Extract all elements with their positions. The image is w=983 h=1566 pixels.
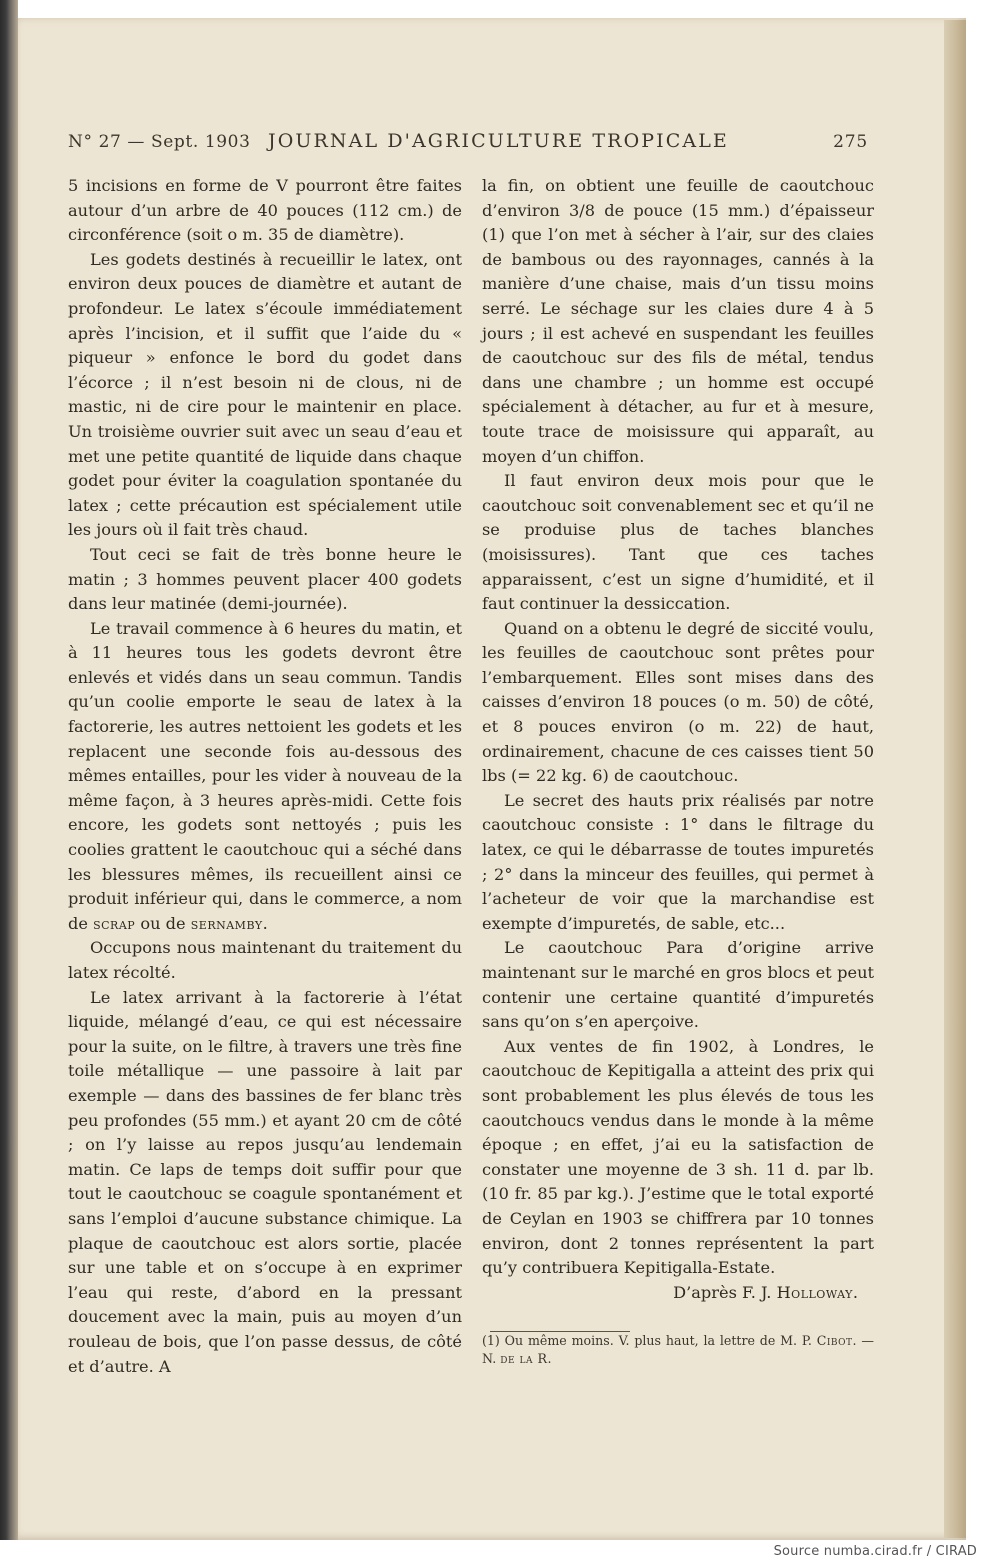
paragraph: Aux ventes de fin 1902, à Londres, le caoutchouc de Kepitigalla a atteint des prix qui sont probablement les plus élevés de tous les caoutchoucs vendus dans le monde à la même époque ; en effet, j’ai eu la satisfaction de constater une moyenne de 3 sh. 11 d. par lb. (10 fr. 85 par kg.). J’estime que le total exporté de Ceylan en 1903 se chiffrera par 10 tonnes environ, dont 2 tonnes représentent la part qu’y contribuera Kepitigalla-Estate.: [482, 1036, 874, 1278]
term-sernamby: sernamby: [190, 913, 263, 933]
book-spine: [0, 0, 18, 1540]
source-credit: Source numba.cirad.fr / CIRAD: [773, 1544, 977, 1559]
signature-prefix: D’après F. J.: [673, 1282, 777, 1302]
paragraph: Le latex arrivant à la factorerie à l’état liquide, mélangé d’eau, ce qui est nécessaire pour la suite, on le filtre, à travers une très fine toile métallique — une passoire à lait par exemple — dans des bassines de fer blanc très peu profondes (55 mm.) et ayant 20 cm de côté ; on l’y laisse au repos jusqu’au lendemain matin. Ce laps de temps doit suffir pour que tout le caoutchouc se coagule spontanément et sans l’emploi d’aucune substance chimique. La plaque de caoutchouc est alors sortie, placée sur une table et on s’occupe à en exprimer l’eau qui reste, d’abord en la pressant doucement avec la main, puis au moyen d’un rouleau de bois, que l’on passe dessus, de côté et d’autre. A: [68, 987, 462, 1376]
issue-number: N° 27 — Sept. 1903: [68, 132, 251, 152]
page-edge: [944, 20, 966, 1538]
author-name: Holloway: [776, 1282, 853, 1302]
footnote-dash: . — N.: [482, 1333, 874, 1367]
period: .: [262, 913, 268, 933]
paragraph: la fin, on obtient une feuille de caoutchouc d’environ 3/8 de pouce (15 mm.) d’épaisseur (1) que l’on met à sécher à l’air, sur des claies de bambous ou des rayonnages, cannés à la manière d’une chaise, mais d’un tissu moins serré. Le séchage sur les claies dure 4 à 5 jours ; il est achevé en suspendant les feuilles de caoutchouc sur des fils de métal, tendus dans une chambre ; un homme est occupé spécialement à détacher, au fur et à mesure, toute trace de moisissure qui apparaît, au moyen d’un chiffon.: [482, 176, 874, 466]
page-number: 275: [833, 132, 868, 152]
paragraph: Il faut environ deux mois pour que le caoutchouc soit convenablement sec et qu’il ne se produise plus de taches blanches (moisissures). Tant que ces taches apparaissent, c’est un signe d’humidité, et il faut continuer la dessiccation.: [482, 471, 874, 614]
paragraph: Les godets destinés à recueillir le latex, ont environ deux pouces de diamètre et autant de profondeur. Le latex s’écoule immédiatement après l’incision, et il suffit que l’aide du « piqueur » enfonce le bord du godet dans l’écorce ; il n’est besoin ni de clous, ni de mastic, ni de cire pour le maintenir en place. Un troisième ouvrier suit avec un seau d’eau et met une petite quantité de liquide dans chaque godet pour éviter la coagulation spontanée du latex ; cette précaution est spécialement utile les jours où il fait très chaud.: [68, 249, 462, 540]
term-scrap: scrap: [93, 913, 136, 933]
running-header: [68, 130, 868, 160]
paragraph: Quand on a obtenu le degré de siccité voulu, les feuilles de caoutchouc sont prêtes pour l’embarquement. Elles sont mises dans des caisses d’environ 18 pouces (o m. 50) de côté, et 8 pouces environ (o m. 22) de haut, ordinairement, chacune de ces caisses tient 50 lbs (= 22 kg. 6) de caoutchouc.: [482, 618, 874, 786]
left-column: [68, 174, 462, 1379]
paragraph: Le secret des hauts prix réalisés par notre caoutchouc consiste : 1° dans le filtrage du latex, ce qui le débarrasse de toutes impuretés ; 2° dans la minceur des feuilles, qui permet à l’acheteur de voir que la marchandise est exempte d’impuretés, de sable, etc...: [482, 790, 874, 933]
paragraph: Tout ceci se fait de très bonne heure le matin ; 3 hommes peuvent placer 400 godets dans leur matinée (demi-journée).: [68, 544, 462, 614]
footnote-name: Cibot: [816, 1333, 853, 1349]
connector-text: ou de: [135, 913, 191, 933]
signature-suffix: .: [852, 1282, 858, 1302]
paragraph: Le caoutchouc Para d’origine arrive maintenant sur le marché en gros blocs et peut contenir une certaine quantité d’impuretés sans qu’on s’en aperçoive.: [482, 938, 874, 1032]
paragraph: 5 incisions en forme de V pourront être faites autour d’un arbre de 40 pouces (112 cm.) de circonférence (soit o m. 35 de diamètre).: [68, 176, 462, 245]
paragraph-scrap: [68, 617, 462, 937]
footnote: [482, 1332, 874, 1368]
journal-title: JOURNAL D'AGRICULTURE TROPICALE: [268, 130, 729, 152]
right-column: [482, 174, 874, 1368]
author-signature: [482, 1281, 874, 1306]
footnote-text: (1) Ou même moins. V. plus haut, la lettre de M. P.: [482, 1333, 817, 1349]
footnote-initials: de la R.: [500, 1351, 552, 1367]
paragraph-text: Le travail commence à 6 heures du matin, et à 11 heures tous les godets devront être enlevés et vidés dans un seau commun. Tandis qu’un coolie emporte le seau de latex à la factorerie, les autres nettoient les godets et les replacent une seconde fois au-dessous des mêmes entailles, pour les vider à nouveau de la même façon, à 3 heures après-midi. Cette fois encore, les godets sont nettoyés ; puis les coolies grattent le caoutchouc qui a séché dans les blessures mêmes, ils recueillent ainsi ce produit inférieur qui, dans le commerce, a nom de: [68, 618, 462, 933]
paragraph: Occupons nous maintenant du traitement du latex récolté.: [68, 938, 462, 982]
